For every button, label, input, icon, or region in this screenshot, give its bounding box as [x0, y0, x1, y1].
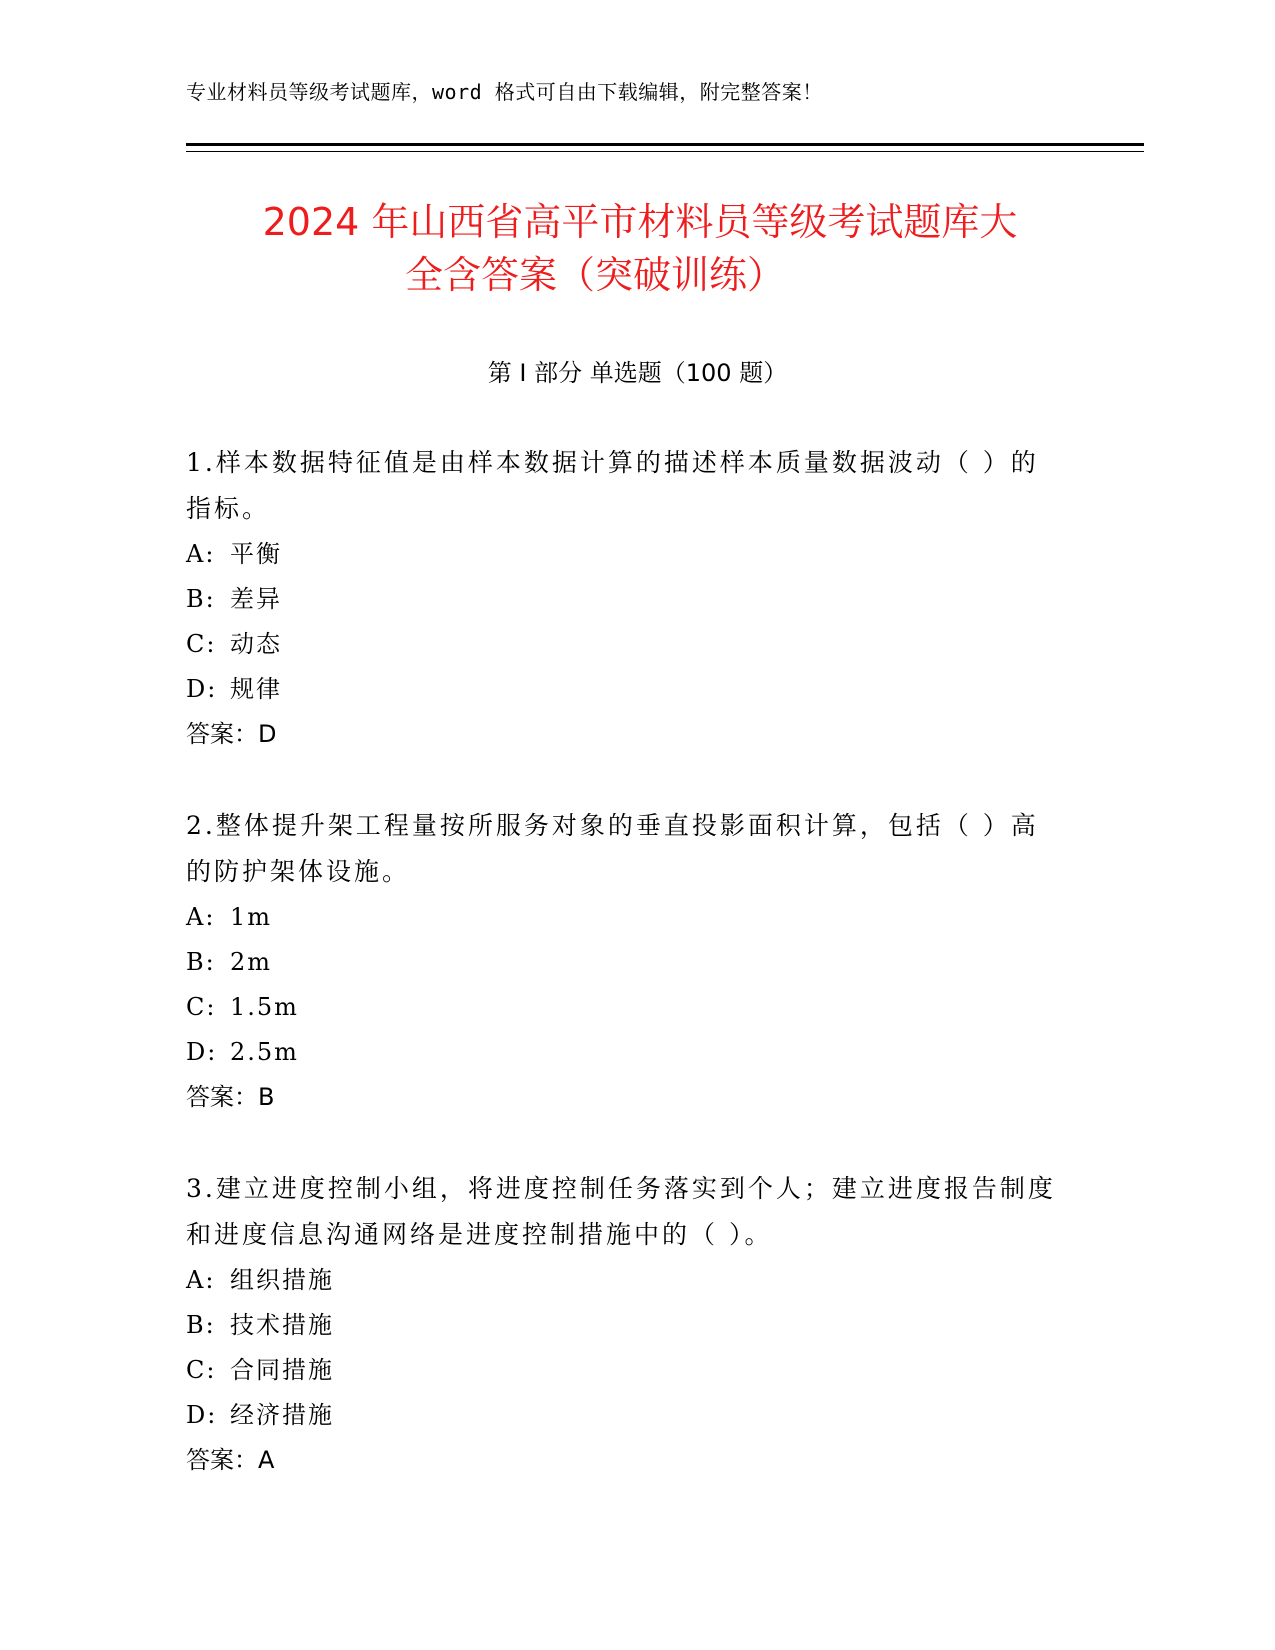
- option-text: 合同措施: [230, 1356, 334, 1384]
- document-title-line1: 2024 年山西省高平市材料员等级考试题库大: [262, 200, 1018, 244]
- question-list: [186, 440, 1066, 1529]
- answer-line: 答案：A: [186, 1446, 275, 1474]
- option-letter: B:: [186, 1311, 216, 1339]
- option-a: [186, 895, 1066, 940]
- option-letter: D:: [186, 1038, 218, 1066]
- option-text: 1.5m: [230, 993, 299, 1021]
- option-d: [186, 1393, 1066, 1438]
- option-b: [186, 577, 1066, 622]
- option-letter: B:: [186, 948, 216, 976]
- option-b: [186, 1303, 1066, 1348]
- option-text: 2.5m: [230, 1038, 299, 1066]
- option-text: 动态: [230, 630, 282, 658]
- option-letter: C:: [186, 1356, 217, 1384]
- option-text: 组织措施: [230, 1266, 334, 1294]
- section-heading: 第 I 部分 单选题（100 题）: [487, 359, 788, 387]
- document-title-line2: 全含答案（突破训练）: [405, 253, 786, 297]
- option-letter: A:: [186, 1266, 216, 1294]
- header-divider-thin: [186, 151, 1144, 152]
- option-letter: B:: [186, 585, 216, 613]
- document-title: [150, 196, 1130, 302]
- option-text: 技术措施: [230, 1311, 334, 1339]
- option-d: [186, 667, 1066, 712]
- option-c: [186, 1348, 1066, 1393]
- header-note: 专业材料员等级考试题库，word 格式可自由下载编辑，附完整答案！: [186, 80, 823, 104]
- question-stem: 2.整体提升架工程量按所服务对象的垂直投影面积计算，包括（ ）高的防护架体设施。: [186, 811, 1039, 886]
- option-letter: A:: [186, 540, 216, 568]
- header-divider-thick: [186, 143, 1144, 146]
- option-text: 2m: [230, 948, 273, 976]
- question-2: [186, 803, 1066, 1120]
- option-text: 差异: [230, 585, 282, 613]
- option-c: [186, 622, 1066, 667]
- option-c: [186, 985, 1066, 1030]
- question-stem: 3.建立进度控制小组，将进度控制任务落实到个人；建立进度报告制度和进度信息沟通网络是进度控制措施中的（ ）。: [186, 1174, 1056, 1249]
- option-a: [186, 532, 1066, 577]
- answer-line: 答案：D: [186, 720, 277, 748]
- option-letter: D:: [186, 675, 218, 703]
- option-text: 1m: [230, 903, 273, 931]
- question-3: [186, 1166, 1066, 1483]
- option-a: [186, 1258, 1066, 1303]
- question-stem: 1.样本数据特征值是由样本数据计算的描述样本质量数据波动（ ）的指标。: [186, 448, 1039, 523]
- option-b: [186, 940, 1066, 985]
- option-text: 经济措施: [230, 1401, 334, 1429]
- option-text: 规律: [230, 675, 282, 703]
- option-letter: A:: [186, 903, 216, 931]
- option-letter: C:: [186, 993, 217, 1021]
- answer-line: 答案：B: [186, 1083, 275, 1111]
- option-d: [186, 1030, 1066, 1075]
- question-1: [186, 440, 1066, 757]
- option-text: 平衡: [230, 540, 282, 568]
- option-letter: D:: [186, 1401, 218, 1429]
- option-letter: C:: [186, 630, 217, 658]
